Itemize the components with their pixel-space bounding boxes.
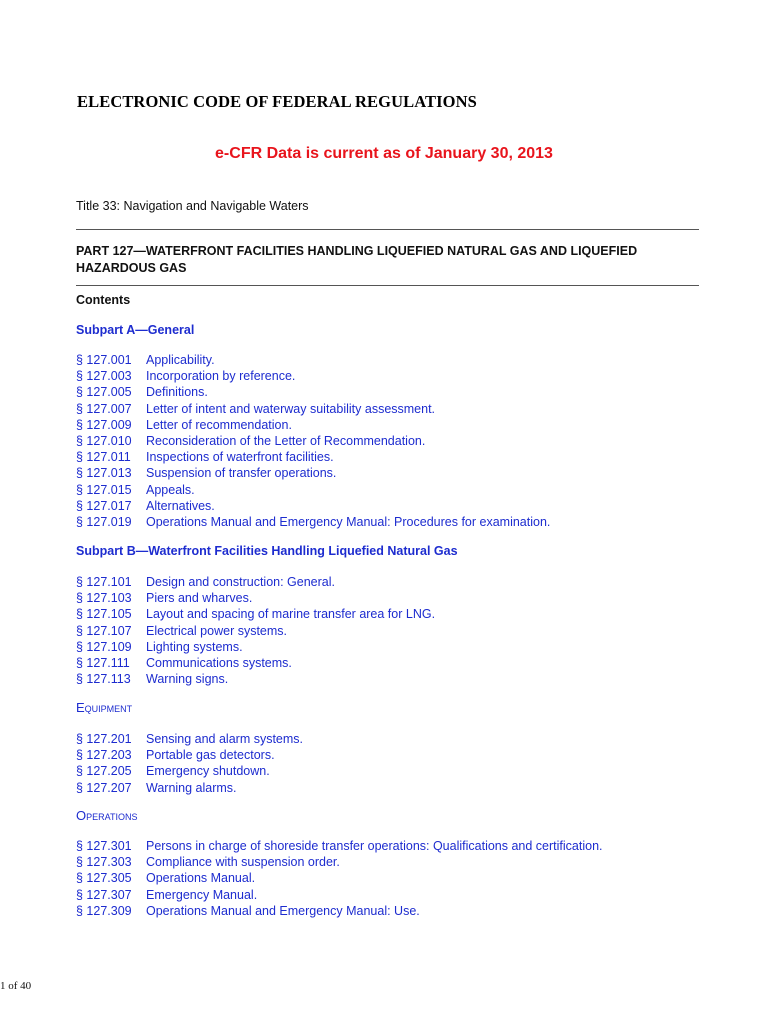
section-link[interactable] — [76, 449, 550, 465]
section-number: § 127.207 — [76, 780, 132, 795]
section-number: § 127.105 — [76, 607, 132, 622]
section-link[interactable] — [76, 780, 303, 796]
section-link[interactable] — [76, 482, 550, 498]
section-number: § 127.011 — [76, 450, 131, 465]
section-link[interactable] — [76, 731, 303, 747]
section-link[interactable] — [76, 417, 550, 433]
section-number: § 127.111 — [76, 655, 130, 670]
section-number: § 127.015 — [76, 482, 132, 497]
section-title: Definitions. — [146, 385, 208, 400]
section-title: Emergency shutdown. — [146, 764, 270, 779]
section-number: § 127.103 — [76, 591, 132, 606]
section-number: § 127.101 — [76, 575, 132, 589]
section-number: § 127.017 — [76, 498, 132, 513]
section-link[interactable] — [76, 655, 435, 671]
section-title: Letter of recommendation. — [146, 417, 292, 432]
section-title: Lighting systems. — [146, 639, 243, 654]
section-link[interactable] — [76, 838, 603, 854]
section-number: § 127.010 — [76, 433, 132, 448]
section-title: Incorporation by reference. — [146, 369, 296, 384]
section-link[interactable] — [76, 887, 603, 903]
subpart-a-section-list — [76, 352, 550, 530]
section-title: Layout and spacing of marine transfer area for LNG. — [146, 607, 436, 622]
section-link[interactable] — [76, 870, 603, 886]
section-title: Appeals. — [146, 482, 195, 497]
currency-notice: e-CFR Data is current as of January 30, 2013 — [215, 145, 553, 162]
section-title: Inspections of waterfront facilities. — [146, 450, 334, 465]
section-number: § 127.203 — [76, 748, 132, 763]
section-link[interactable] — [76, 514, 550, 530]
section-link[interactable] — [76, 903, 603, 919]
section-title: Compliance with suspension order. — [146, 855, 340, 870]
section-title: Persons in charge of shoreside transfer operations: Qualifications and certification. — [146, 839, 603, 853]
page-heading: ELECTRONIC CODE OF FEDERAL REGULATIONS — [77, 92, 477, 111]
subpart-a-link[interactable]: Subpart A—General — [76, 323, 195, 337]
section-link[interactable] — [76, 763, 303, 779]
section-number: § 127.309 — [76, 903, 132, 918]
section-title: Operations Manual and Emergency Manual: Procedures for examination. — [146, 514, 551, 529]
section-number: § 127.205 — [76, 764, 132, 779]
section-title: Applicability. — [146, 353, 215, 367]
section-link[interactable] — [76, 623, 435, 639]
section-number: § 127.003 — [76, 369, 132, 384]
section-number: § 127.005 — [76, 385, 132, 400]
section-title: Suspension of transfer operations. — [146, 466, 337, 481]
section-link[interactable] — [76, 368, 550, 384]
section-number: § 127.009 — [76, 417, 132, 432]
section-number: § 127.201 — [76, 732, 132, 746]
section-title: Communications systems. — [146, 655, 292, 670]
section-number: § 127.001 — [76, 353, 132, 367]
section-link[interactable] — [76, 639, 435, 655]
section-title: Emergency Manual. — [146, 887, 258, 902]
section-title: Electrical power systems. — [146, 623, 288, 638]
section-number: § 127.307 — [76, 887, 132, 902]
section-link[interactable] — [76, 574, 435, 590]
section-title: Operations Manual and Emergency Manual: Use. — [146, 903, 420, 918]
section-title: Sensing and alarm systems. — [146, 732, 304, 746]
section-title: Alternatives. — [146, 498, 215, 513]
section-link[interactable] — [76, 401, 550, 417]
section-title: Design and construction: General. — [146, 575, 335, 589]
section-number: § 127.013 — [76, 466, 132, 481]
equipment-section-list — [76, 731, 303, 796]
page-indicator: 1 of 40 — [0, 980, 32, 992]
divider-top — [76, 229, 699, 230]
subpart-b-section-list — [76, 574, 435, 687]
section-number: § 127.007 — [76, 401, 132, 416]
section-number: § 127.113 — [76, 672, 131, 687]
section-title: Warning alarms. — [146, 780, 237, 795]
section-link[interactable] — [76, 498, 550, 514]
subpart-b-link[interactable]: Subpart B—Waterfront Facilities Handling Liquefied Natural Gas — [76, 544, 458, 558]
section-number: § 127.107 — [76, 623, 132, 638]
section-link[interactable] — [76, 433, 550, 449]
section-title: Operations Manual. — [146, 871, 256, 886]
section-title: Warning signs. — [146, 672, 229, 687]
section-link[interactable] — [76, 671, 435, 687]
equipment-heading-link[interactable]: Equipment — [76, 700, 133, 715]
section-number: § 127.019 — [76, 514, 132, 529]
contents-label: Contents — [76, 293, 131, 307]
section-link[interactable] — [76, 606, 435, 622]
section-link[interactable] — [76, 747, 303, 763]
section-number: § 127.305 — [76, 871, 132, 886]
section-link[interactable] — [76, 384, 550, 400]
section-title: Portable gas detectors. — [146, 748, 275, 763]
section-link[interactable] — [76, 590, 435, 606]
section-number: § 127.109 — [76, 639, 132, 654]
part-title: PART 127—WATERFRONT FACILITIES HANDLING LIQUEFIED NATURAL GAS AND LIQUEFIED HAZARDOUS GAS — [76, 244, 638, 275]
operations-section-list — [76, 838, 603, 919]
section-title: Piers and wharves. — [146, 591, 253, 606]
divider-bottom — [76, 285, 699, 286]
section-number: § 127.301 — [76, 839, 132, 853]
operations-heading-link[interactable]: Operations — [76, 808, 138, 823]
section-title: Letter of intent and waterway suitability assessment. — [146, 401, 436, 416]
section-number: § 127.303 — [76, 855, 132, 870]
section-link[interactable] — [76, 465, 550, 481]
section-link[interactable] — [76, 854, 603, 870]
section-link[interactable] — [76, 352, 550, 368]
title-line: Title 33: Navigation and Navigable Waters — [76, 199, 309, 213]
section-title: Reconsideration of the Letter of Recommendation. — [146, 433, 426, 448]
